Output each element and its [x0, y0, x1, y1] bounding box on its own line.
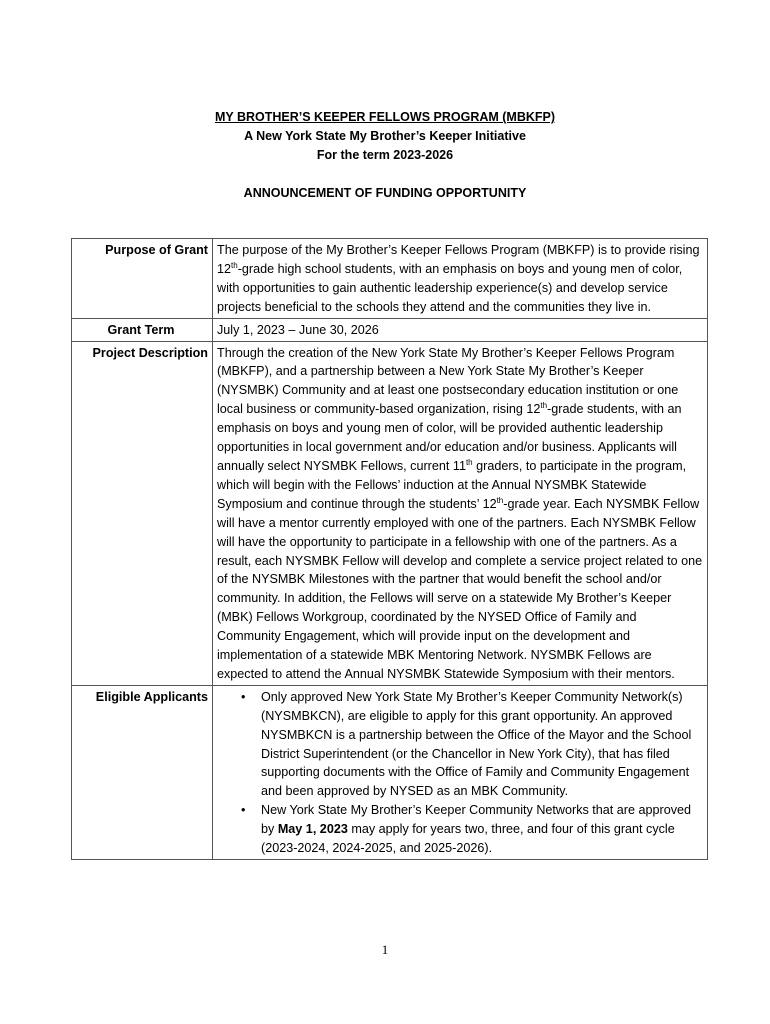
- page-number: 1: [381, 942, 389, 957]
- description-label: Project Description: [72, 341, 213, 685]
- document-header: [0, 108, 770, 165]
- eligible-bullet-2-pre: New York State My Brother’s Keeper Community Networks that are approved by: [261, 803, 692, 837]
- term-label: Grant Term: [72, 318, 213, 341]
- description-content: [213, 341, 708, 685]
- table-row-purpose: [72, 239, 708, 319]
- eligible-content: [213, 685, 708, 859]
- purpose-content: [213, 239, 708, 319]
- program-subtitle: A New York State My Brother’s Keeper Initiative: [244, 129, 526, 143]
- eligible-bullet-1: • Only approved New York State My Brother’s Keeper Community Network(s) (NYSMBKCN), are eligible to apply for this grant opportunity. An approved NYSMBKCN is a partnership between the Office of the Mayor and the School District Superintendent (or the Chancellor in New York City), that has filed supporting documents with the Office of Family and Community Engagement and been approved by NYSED as an MBK Community.: [261, 688, 703, 801]
- table-row-description: [72, 341, 708, 685]
- description-sup-3: th: [496, 495, 504, 505]
- eligible-bullet-2-date: May 1, 2023: [277, 822, 348, 837]
- announcement-heading: ANNOUNCEMENT OF FUNDING OPPORTUNITY: [243, 186, 527, 200]
- description-text-3: graders, to participate in the program, which will begin with the Fellows’ induction at the Annual NYSMBK Statewide Symposium and continue through the students’ 12: [217, 458, 687, 511]
- description-text-1: Through the creation of the New York State My Brother’s Keeper Fellows Program (MBKFP), and a partnership between a New York State My Brother’s Keeper (NYSMBK) Community and at least one postsecondary education institution or one local business or community-based organization, rising 12: [217, 345, 679, 417]
- table-row-eligible: [72, 685, 708, 859]
- eligible-bullet-2: [261, 801, 703, 858]
- eligible-bullet-2-post: may apply for years two, three, and four of this grant cycle (2023-2024, 2024-2025, and 2025-2026).: [261, 822, 675, 856]
- description-text-2: -grade students, with an emphasis on boys and young men of color, will be provided authentic leadership opportunities in local government and/or education and/or business. Applicants will annually select NYSMBK Fellows, current 11: [217, 402, 682, 473]
- purpose-text-2: -grade high school students, with an emphasis on boys and young men of color, with opportunities to gain authentic leadership experience(s) and develop service projects beneficial to the schools they attend and the communities they live in.: [217, 261, 683, 314]
- purpose-sup: th: [231, 260, 238, 270]
- term-value: July 1, 2023 – June 30, 2026: [213, 318, 708, 341]
- program-term: For the term 2023-2026: [316, 148, 454, 162]
- description-sup-1: th: [540, 401, 548, 411]
- grant-info-table: [71, 238, 708, 860]
- eligible-bullet-list: [217, 688, 703, 858]
- purpose-text-1: The purpose of the My Brother’s Keeper Fellows Program (MBKFP) is to provide rising 12: [217, 243, 700, 276]
- eligible-label: Eligible Applicants: [72, 685, 213, 859]
- description-sup-2: th: [465, 457, 473, 467]
- program-title: MY BROTHER’S KEEPER FELLOWS PROGRAM (MBKFP): [214, 110, 556, 124]
- description-text-4: -grade year. Each NYSMBK Fellow will have a mentor currently employed with one of the partners. Each NYSMBK Fellow will have the opportunity to participate in a fellowship with one of the partners. As a result, each NYSMBK Fellow will develop and complete a service project related to one of the NYSMBK Milestones with the partner that would benefit the school and/or community. In addition, the Fellows will serve on a statewide My Brother’s Keeper (MBK) Fellows Workgroup, coordinated by the NYSED Office of Family and Community Engagement, which will provide input on the development and implementation of a statewide MBK Mentoring Network. NYSMBK Fellows are expected to attend the Annual NYSMBK Statewide Symposium with their mentors.: [217, 496, 703, 681]
- table-row-term: [72, 318, 708, 341]
- purpose-label: Purpose of Grant: [72, 239, 213, 319]
